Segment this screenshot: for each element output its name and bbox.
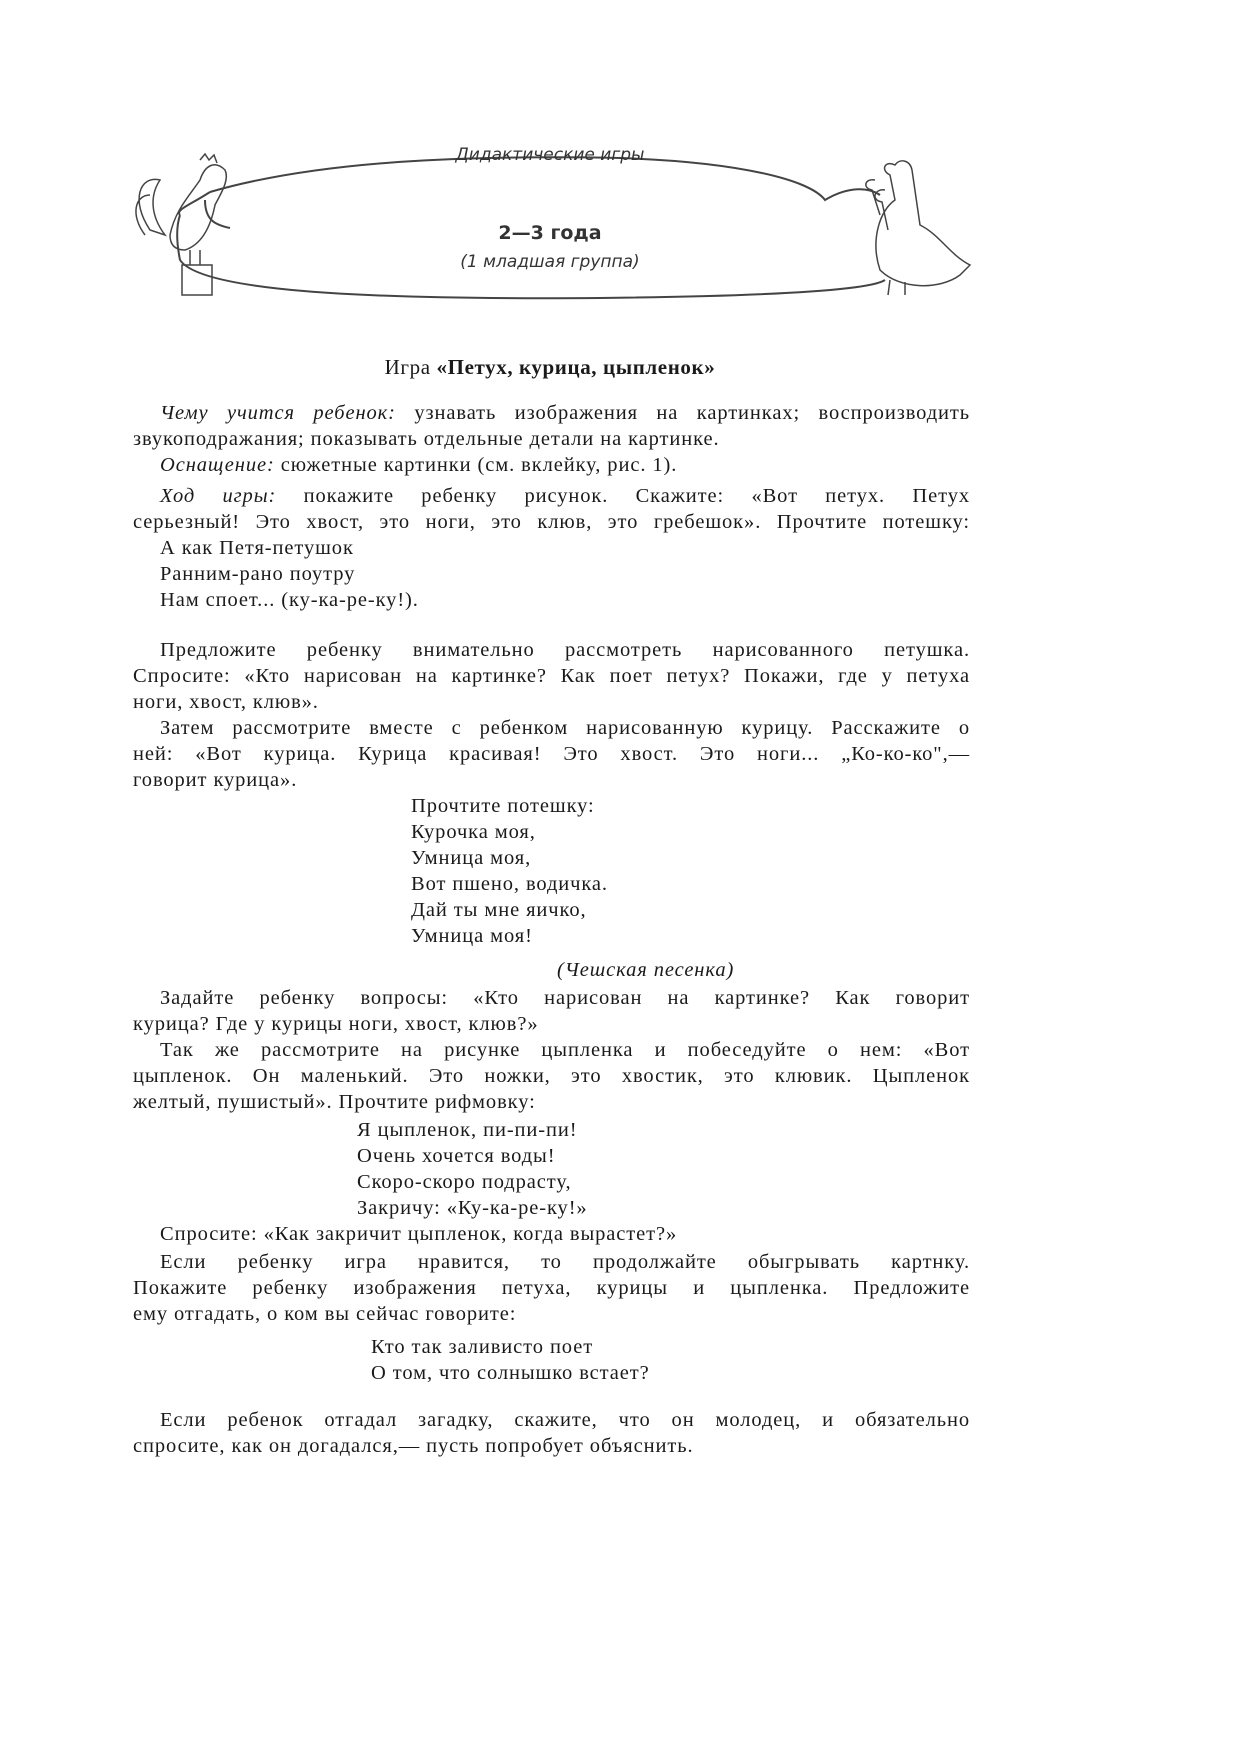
section-title: Дидактические игры (455, 145, 645, 165)
game-title-name: «Петух, курица, цыпленок» (436, 355, 716, 379)
text-line: Если ребенку игра нравится, то продолжайте обыгрывать картнку. (160, 1251, 970, 1273)
rhyme-line: А как Петя-петушок (160, 537, 354, 559)
text-line: серьезный! Это хвост, это ноги, это клюв, это гребешок». Прочтите потешку: (133, 511, 970, 533)
label-equipment: Оснащение: (160, 454, 275, 476)
label-game-flow: Ход игры: (160, 485, 277, 507)
text-line: ноги, хвост, клюв». (133, 691, 319, 713)
rhyme-line: Умница моя, (411, 847, 532, 869)
paragraph-game-flow (160, 483, 970, 509)
text-line: Если ребенок отгадал загадку, скажите, что он молодец, и обязательно (160, 1409, 970, 1431)
text-line: Спросите: «Кто нарисован на картинке? Как поет петух? Покажи, где у петуха (133, 665, 970, 687)
paragraph-equipment (160, 452, 970, 478)
rhyme-line: Очень хочется воды! (357, 1145, 556, 1167)
rhyme-line: Нам споет... (ку-ка-ре-ку!). (160, 589, 419, 611)
text-line: Покажите ребенку изображения петуха, курицы и цыпленка. Предложите (133, 1277, 970, 1299)
rhyme-line: Ранним-рано поутру (160, 563, 356, 585)
riddle-line: Кто так заливисто поет (371, 1336, 594, 1358)
group-subheading: (1 младшая группа) (460, 252, 640, 272)
game-title (0, 355, 1100, 380)
rhyme-line: Закричу: «Ку-ка-ре-ку!» (357, 1197, 588, 1219)
age-heading: 2—3 года (498, 222, 602, 244)
text-line: звукоподражания; показывать отдельные детали на картинке. (133, 428, 720, 450)
text-line: ней: «Вот курица. Курица красивая! Это хвост. Это ноги... „Ко-ко-ко",— (133, 743, 970, 765)
text-line: Так же рассмотрите на рисунке цыпленка и побеседуйте о нем: «Вот (160, 1039, 970, 1061)
rhyme-line: Курочка моя, (411, 821, 536, 843)
text-line: говорит курица». (133, 769, 298, 791)
text-line: Затем рассмотрите вместе с ребенком нарисованную курицу. Расскажите о (160, 717, 970, 739)
text-line: Спросите: «Как закричит цыпленок, когда вырастет?» (160, 1223, 678, 1245)
text-line: цыпленок. Он маленький. Это ножки, это хвостик, это клювик. Цыпленок (133, 1065, 970, 1087)
rhyme-line: Дай ты мне яичко, (411, 899, 587, 921)
rhyme-line: Умница моя! (411, 925, 533, 947)
rhyme-line: Прочтите потешку: (411, 795, 595, 817)
rhyme-source: (Чешская песенка) (557, 959, 735, 981)
text-line: Задайте ребенку вопросы: «Кто нарисован на картинке? Как говорит (160, 987, 970, 1009)
text-line: покажите ребенку рисунок. Скажите: «Вот петух. Петух (276, 485, 971, 507)
rhyme-line: Вот пшено, водичка. (411, 873, 608, 895)
text-line: желтый, пушистый». Прочтите рифмовку: (133, 1091, 536, 1113)
text-line: ему отгадать, о ком вы сейчас говорите: (133, 1303, 517, 1325)
riddle-line: О том, что солнышко встает? (371, 1362, 650, 1384)
text-line: узнавать изображения на картинках; воспроизводить (395, 402, 970, 424)
paragraph-learns (160, 400, 970, 426)
text-line: Предложите ребенку внимательно рассмотреть нарисованного петушка. (160, 639, 970, 661)
text-line: курица? Где у курицы ноги, хвост, клюв?» (133, 1013, 539, 1035)
text-line: спросите, как он догадался,— пусть попробует объяснить. (133, 1435, 694, 1457)
rhyme-line: Скоро-скоро подрасту, (357, 1171, 572, 1193)
game-title-prefix: Игра (384, 355, 437, 379)
rhyme-line: Я цыпленок, пи-пи-пи! (357, 1119, 578, 1141)
label-learns: Чему учится ребенок: (160, 402, 396, 424)
text-line: сюжетные картинки (см. вклейку, рис. 1). (274, 454, 678, 476)
